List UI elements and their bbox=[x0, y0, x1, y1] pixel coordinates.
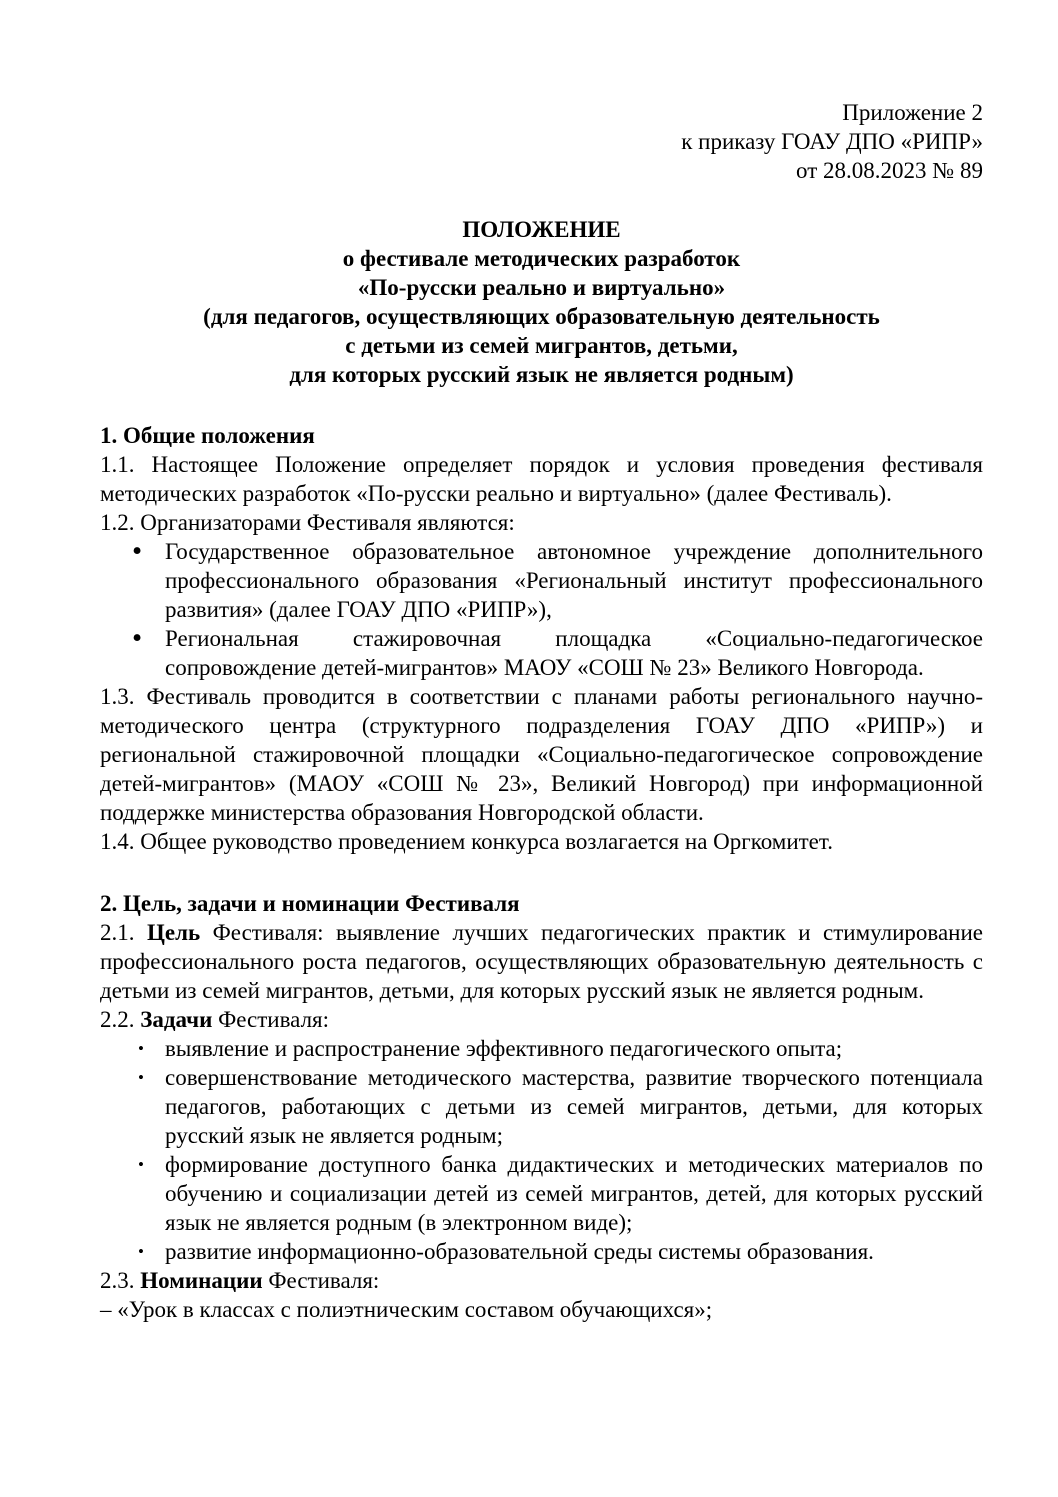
title-line-audience-3: для которых русский язык не является родным) bbox=[289, 362, 794, 387]
paragraph-1-1: 1.1. Настоящее Положение определяет порядок и условия проведения фестиваля методических разработок «По-русски реально и виртуально» (далее Фестиваль). bbox=[100, 452, 983, 506]
title-line-regulation: ПОЛОЖЕНИЕ bbox=[462, 217, 621, 242]
tasks-list bbox=[100, 1034, 983, 1266]
header-line-date-number: от 28.08.2023 № 89 bbox=[796, 158, 983, 183]
title-line-audience-2: с детьми из семей мигрантов, детьми, bbox=[345, 333, 738, 358]
title-line-audience-1: (для педагогов, осуществляющих образовательную деятельность bbox=[203, 304, 880, 329]
paragraph-text: Фестиваля: выявление лучших педагогических практик и стимулирование профессионального роста педагогов, осуществляющих образовательную деятельность с детьми из семей мигрантов, детьми, для которых русский язык не является родным. bbox=[100, 920, 983, 1003]
header-line-order: к приказу ГОАУ ДПО «РИПР» bbox=[681, 129, 983, 154]
list-item: • развитие информационно-образовательной среды системы образования. bbox=[100, 1237, 983, 1266]
section-goals-tasks-nominations bbox=[100, 889, 983, 1324]
paragraph-1-3: 1.3. Фестиваль проводится в соответствии с планами работы регионального научно-методического центра (структурного подразделения ГОАУ ДПО «РИПР») и региональной стажировочной площадки «Социально-педагогическое сопровождение детей-мигрантов» (МАОУ «СОШ № 23», Великий Новгород) при информационной поддержке министерства образования Новгородской области. bbox=[100, 684, 983, 825]
paragraph-number: 2.3. bbox=[100, 1268, 141, 1293]
title-line-festival: о фестивале методических разработок bbox=[342, 246, 741, 271]
list-item: • Государственное образовательное автономное учреждение дополнительного профессионального образования «Региональный институт профессионального развития» (далее ГОАУ ДПО «РИПР»), bbox=[100, 537, 983, 624]
paragraph-2-2 bbox=[100, 1005, 983, 1034]
list-item: • совершенствование методического мастерства, развитие творческого потенциала педагогов, работающих с детьми из семей мигрантов, детьми, для которых русский язык не является родным; bbox=[100, 1063, 983, 1150]
list-item: • выявление и распространение эффективного педагогического опыта; bbox=[100, 1034, 983, 1063]
bold-term-nominations: Номинации bbox=[140, 1268, 263, 1293]
title-line-name: «По-русски реально и виртуально» bbox=[357, 275, 726, 300]
organizers-list bbox=[100, 537, 983, 682]
nomination-item: – «Урок в классах с полиэтническим составом обучающихся»; bbox=[100, 1297, 713, 1322]
paragraph-2-3 bbox=[100, 1266, 983, 1295]
header-line-appendix: Приложение 2 bbox=[842, 100, 983, 125]
paragraph-2-1 bbox=[100, 918, 983, 1005]
paragraph-number: 2.1. bbox=[100, 920, 147, 945]
list-item: • формирование доступного банка дидактических и методических материалов по обучению и социализации детей из семей мигрантов, детей, для которых русский язык не является родным (в электронном виде); bbox=[100, 1150, 983, 1237]
document-title bbox=[100, 215, 983, 389]
paragraph-1-4: 1.4. Общее руководство проведением конкурса возлагается на Оргкомитет. bbox=[100, 829, 833, 854]
paragraph-1-2: 1.2. Организаторами Фестиваля являются: bbox=[100, 510, 515, 535]
paragraph-number: 2.2. bbox=[100, 1007, 141, 1032]
section-2-heading: 2. Цель, задачи и номинации Фестиваля bbox=[100, 891, 520, 916]
list-item: • Региональная стажировочная площадка «Социально-педагогическое сопровождение детей-мигрантов» МАОУ «СОШ № 23» Великого Новгорода. bbox=[100, 624, 983, 682]
document-header bbox=[100, 98, 983, 185]
bold-term-tasks: Задачи bbox=[140, 1007, 213, 1032]
bold-term-goal: Цель bbox=[146, 920, 201, 945]
section-1-heading: 1. Общие положения bbox=[100, 423, 315, 448]
paragraph-text: Фестиваля: bbox=[262, 1268, 380, 1293]
paragraph-text: Фестиваля: bbox=[212, 1007, 330, 1032]
section-general-provisions bbox=[100, 421, 983, 856]
